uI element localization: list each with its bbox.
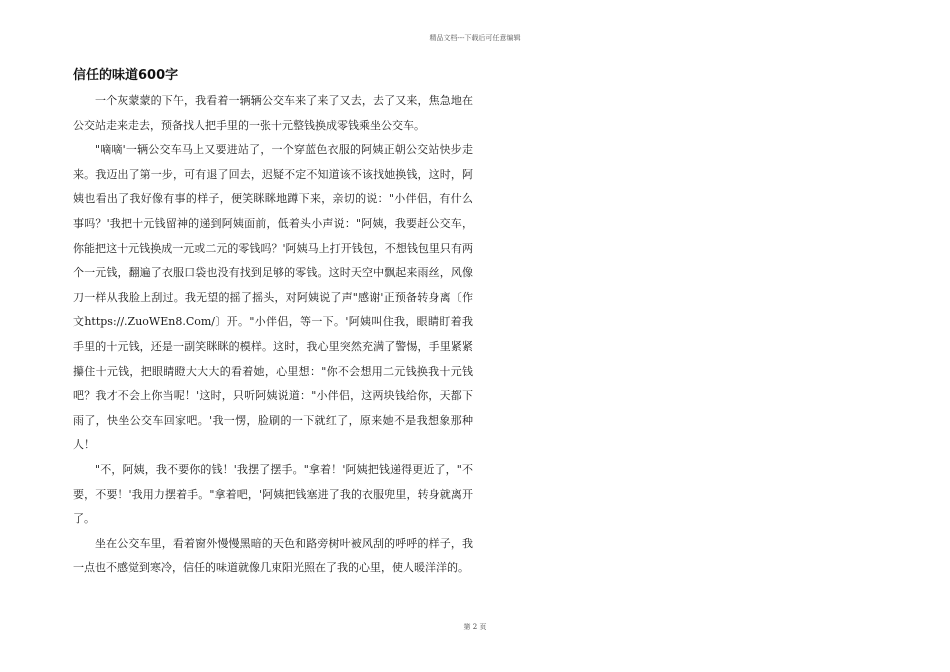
- paragraph: 一个灰蒙蒙的下午，我看着一辆辆公交车来了来了又去，去了又来，焦急地在公交站走来走去，预备找人把手里的一张十元整钱换成零钱乘坐公交车。: [73, 94, 473, 132]
- paragraph: "嘀嘀'一辆公交车马上又要进站了，一个穿蓝色衣服的阿姨正朝公交站快步走来。我迈出了第一步，可有退了回去，迟疑不定不知道该不该找她换钱，这时，阿姨也看出了我好像有事的样子，便笑眯眯地蹲下来，亲切的说："小伴侣，有什么事吗？'我把十元钱留神的递到阿姨面前，低着头小声说："阿姨，我要赶公交车，你能把这十元钱换成一元或二元的零钱吗？'阿姨马上打开钱包，不想钱包里只有两个一元钱，翻遍了衣服口袋也没有找到足够的零钱。这时天空中飘起来雨丝，风像刀一样从我脸上刮过。我无望的摇了摇头，对阿姨说了声"感谢'正预备转身离〔作文https://.ZuoWEn8.Com/〕开。"小伴侣，等一下。'阿姨叫住我，眼睛盯着我手里的十元钱，还是一副笑眯眯的模样。这时，我心里突然充满了警惕，手里紧紧攥住十元钱，把眼睛瞪大大大的看着她，心里想："你不会想用二元钱换我十元钱吧？我才不会上你当呢！'这时，只听阿姨说道："小伴侣，这两块钱给你，天都下雨了，快坐公交车回家吧。'我一愣，脸刷的一下就红了，原来她不是我想象那种人！: [73, 143, 473, 452]
- paragraph: "不，阿姨，我不要你的钱！'我摆了摆手。"拿着！'阿姨把钱递得更近了，"不要，不要！'我用力摆着手。"拿着吧，'阿姨把钱塞进了我的衣服兜里，转身就离开了。: [73, 462, 473, 526]
- paragraph: 坐在公交车里，看着窗外慢慢黑暗的天色和路旁树叶被风刮的呼呼的样子，我一点也不感觉到寒冷，信任的味道就像几束阳光照在了我的心里，使人暖洋洋的。: [73, 536, 473, 575]
- page-header: 精品文档---下载后可任意编辑: [429, 34, 521, 42]
- document-title: 信任的味道600字: [73, 68, 179, 83]
- document-body: [73, 89, 473, 581]
- page-number: 第 2 页: [463, 623, 487, 631]
